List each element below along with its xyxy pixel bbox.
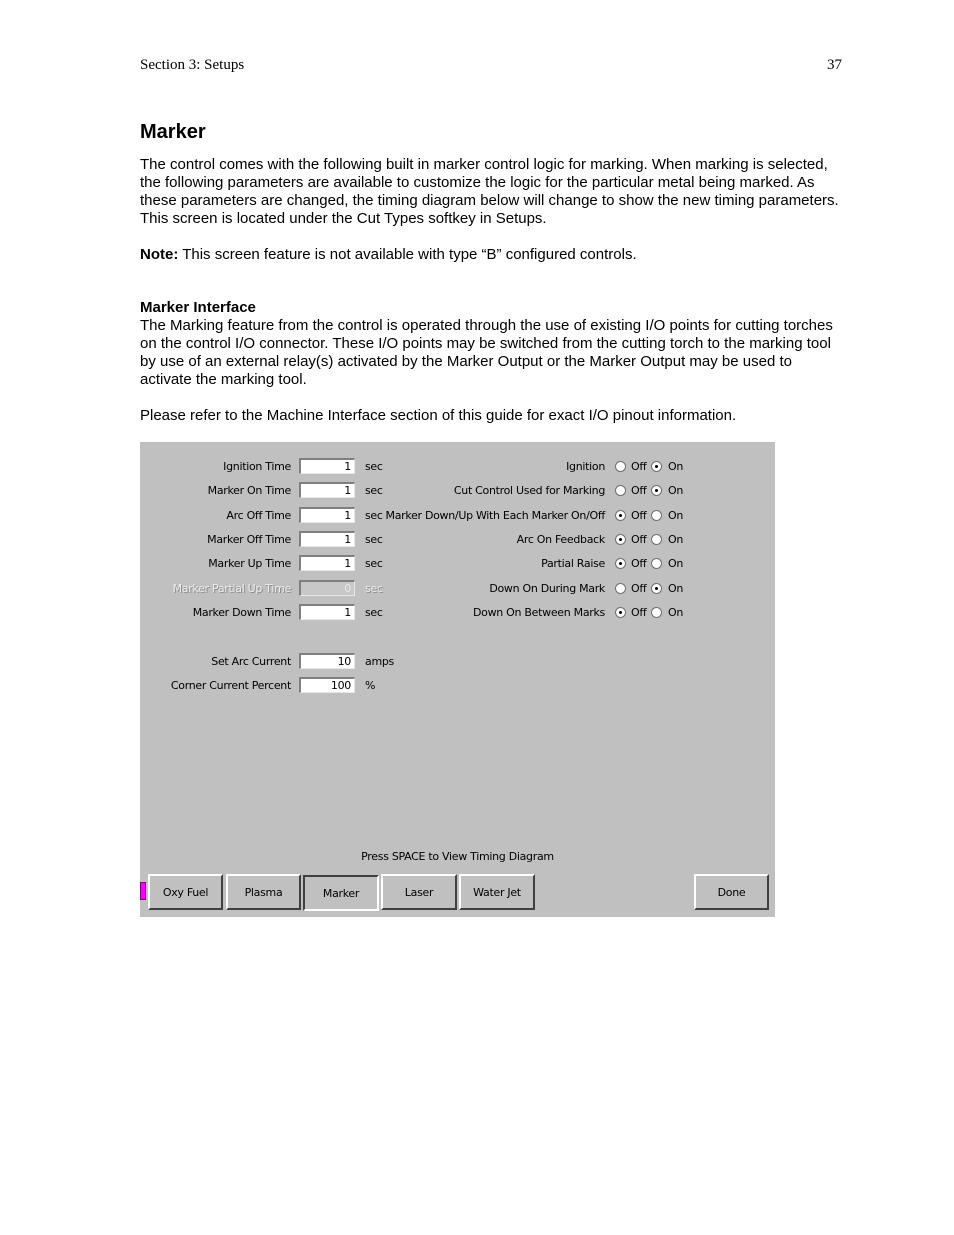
note-text: This screen feature is not available with type “B” configured controls. [178,246,637,263]
field-label: Marker Down Time [192,606,291,619]
toggle-label: Cut Control Used for Marking [453,484,605,497]
toggle-row-ignition [380,458,710,476]
field-unit: sec [365,557,383,570]
marker-off-time-input[interactable]: 1 [299,531,355,547]
note-paragraph [140,246,840,264]
marker-down-time-input[interactable]: 1 [299,604,355,620]
corner-current-percent-input[interactable]: 100 [299,677,355,693]
toggle-row-cut-control [380,482,710,500]
cut-control-off-radio[interactable] [615,485,626,496]
toggle-row-partial-raise [380,555,710,573]
marker-partial-up-time-input: 0 [299,580,355,596]
field-row-marker-partial-up-time [140,580,400,598]
ignition-on-radio[interactable] [651,461,662,472]
marker-button[interactable]: Marker [303,875,379,911]
toggle-row-down-on-during-mark [380,580,710,598]
field-label: Ignition Time [223,460,291,473]
field-label: Set Arc Current [211,655,291,668]
on-label: On [668,606,684,619]
toggle-label: Marker Down/Up With Each Marker On/Off [385,509,605,522]
marker-setup-screen [140,442,775,917]
field-row-marker-off-time [140,531,400,549]
field-row-corner-current-percent [140,677,400,695]
off-label: Off [631,557,647,570]
field-label: Arc Off Time [226,509,291,522]
on-label: On [668,484,684,497]
done-button[interactable]: Done [694,874,769,910]
on-label: On [668,533,684,546]
field-label: Marker Up Time [208,557,291,570]
ignition-time-input[interactable]: 1 [299,458,355,474]
field-unit: sec [365,533,383,546]
partial-raise-off-radio[interactable] [615,558,626,569]
field-row-marker-down-time [140,604,400,622]
field-row-ignition-time [140,458,400,476]
down-on-during-mark-off-radio[interactable] [615,583,626,594]
refer-paragraph: Please refer to the Machine Interface section of this guide for exact I/O pinout information. [140,407,737,424]
field-unit: sec [365,460,383,473]
laser-button[interactable]: Laser [381,874,457,910]
marker-down-up-on-radio[interactable] [651,510,662,521]
off-label: Off [631,484,647,497]
down-on-between-marks-off-radio[interactable] [615,607,626,618]
field-unit: sec [365,582,383,595]
off-label: Off [631,582,647,595]
marker-on-time-input[interactable]: 1 [299,482,355,498]
arc-on-feedback-off-radio[interactable] [615,534,626,545]
field-unit: % [365,679,376,692]
toggle-label: Partial Raise [541,557,605,570]
off-label: Off [631,509,647,522]
field-row-marker-up-time [140,555,400,573]
page-title: Marker [140,121,206,143]
toggle-label: Down On During Mark [489,582,605,595]
field-label: Marker Partial Up Time [172,582,291,595]
on-label: On [668,557,684,570]
off-label: Off [631,606,647,619]
field-unit: sec [365,509,383,522]
down-on-during-mark-on-radio[interactable] [651,583,662,594]
page-number: 37 [827,57,842,73]
toggle-row-down-on-between-marks [380,604,710,622]
toggle-row-marker-down-up [380,507,710,525]
on-label: On [668,460,684,473]
toggle-row-arc-on-feedback [380,531,710,549]
off-label: Off [631,533,647,546]
marker-down-up-off-radio[interactable] [615,510,626,521]
section-header: Section 3: Setups [140,57,245,73]
on-label: On [668,509,684,522]
field-label: Corner Current Percent [170,679,291,692]
marker-interface-heading: Marker Interface [140,299,256,316]
timing-diagram-hint: Press SPACE to View Timing Diagram [361,850,554,863]
field-label: Marker Off Time [207,533,291,546]
field-row-set-arc-current [140,653,400,671]
arc-on-feedback-on-radio[interactable] [651,534,662,545]
field-row-arc-off-time [140,507,400,525]
toggle-label: Arc On Feedback [516,533,605,546]
marker-up-time-input[interactable]: 1 [299,555,355,571]
on-label: On [668,582,684,595]
off-label: Off [631,460,647,473]
field-label: Marker On Time [207,484,291,497]
marker-interface-paragraph: The Marking feature from the control is operated through the use of existing I/O points for cutting torches on the control I/O connector. These I/O points may be switched from the cutting torch to the marking tool by use of an external relay(s) activated by the Marker Output or the Marker Output may be used to activate the marking tool. [140,317,833,388]
down-on-between-marks-on-radio[interactable] [651,607,662,618]
ignition-off-radio[interactable] [615,461,626,472]
plasma-button[interactable]: Plasma [226,874,301,910]
marker-indicator-icon [140,882,146,900]
field-unit: sec [365,606,383,619]
cut-control-on-radio[interactable] [651,485,662,496]
note-label: Note: [140,246,179,263]
water-jet-button[interactable]: Water Jet [459,874,535,910]
intro-paragraph: The control comes with the following built in marker control logic for marking. When marking is selected, the following parameters are available to customize the logic for the particular metal being marked. As these parameters are changed, the timing diagram below will change to show the new timing parameters. This screen is located under the Cut Types softkey in Setups. [140,156,839,227]
partial-raise-on-radio[interactable] [651,558,662,569]
toggle-label: Ignition [566,460,605,473]
oxy-fuel-button[interactable]: Oxy Fuel [148,874,223,910]
field-unit: amps [365,655,394,668]
field-row-marker-on-time [140,482,400,500]
field-unit: sec [365,484,383,497]
arc-off-time-input[interactable]: 1 [299,507,355,523]
toggle-label: Down On Between Marks [473,606,605,619]
set-arc-current-input[interactable]: 10 [299,653,355,669]
